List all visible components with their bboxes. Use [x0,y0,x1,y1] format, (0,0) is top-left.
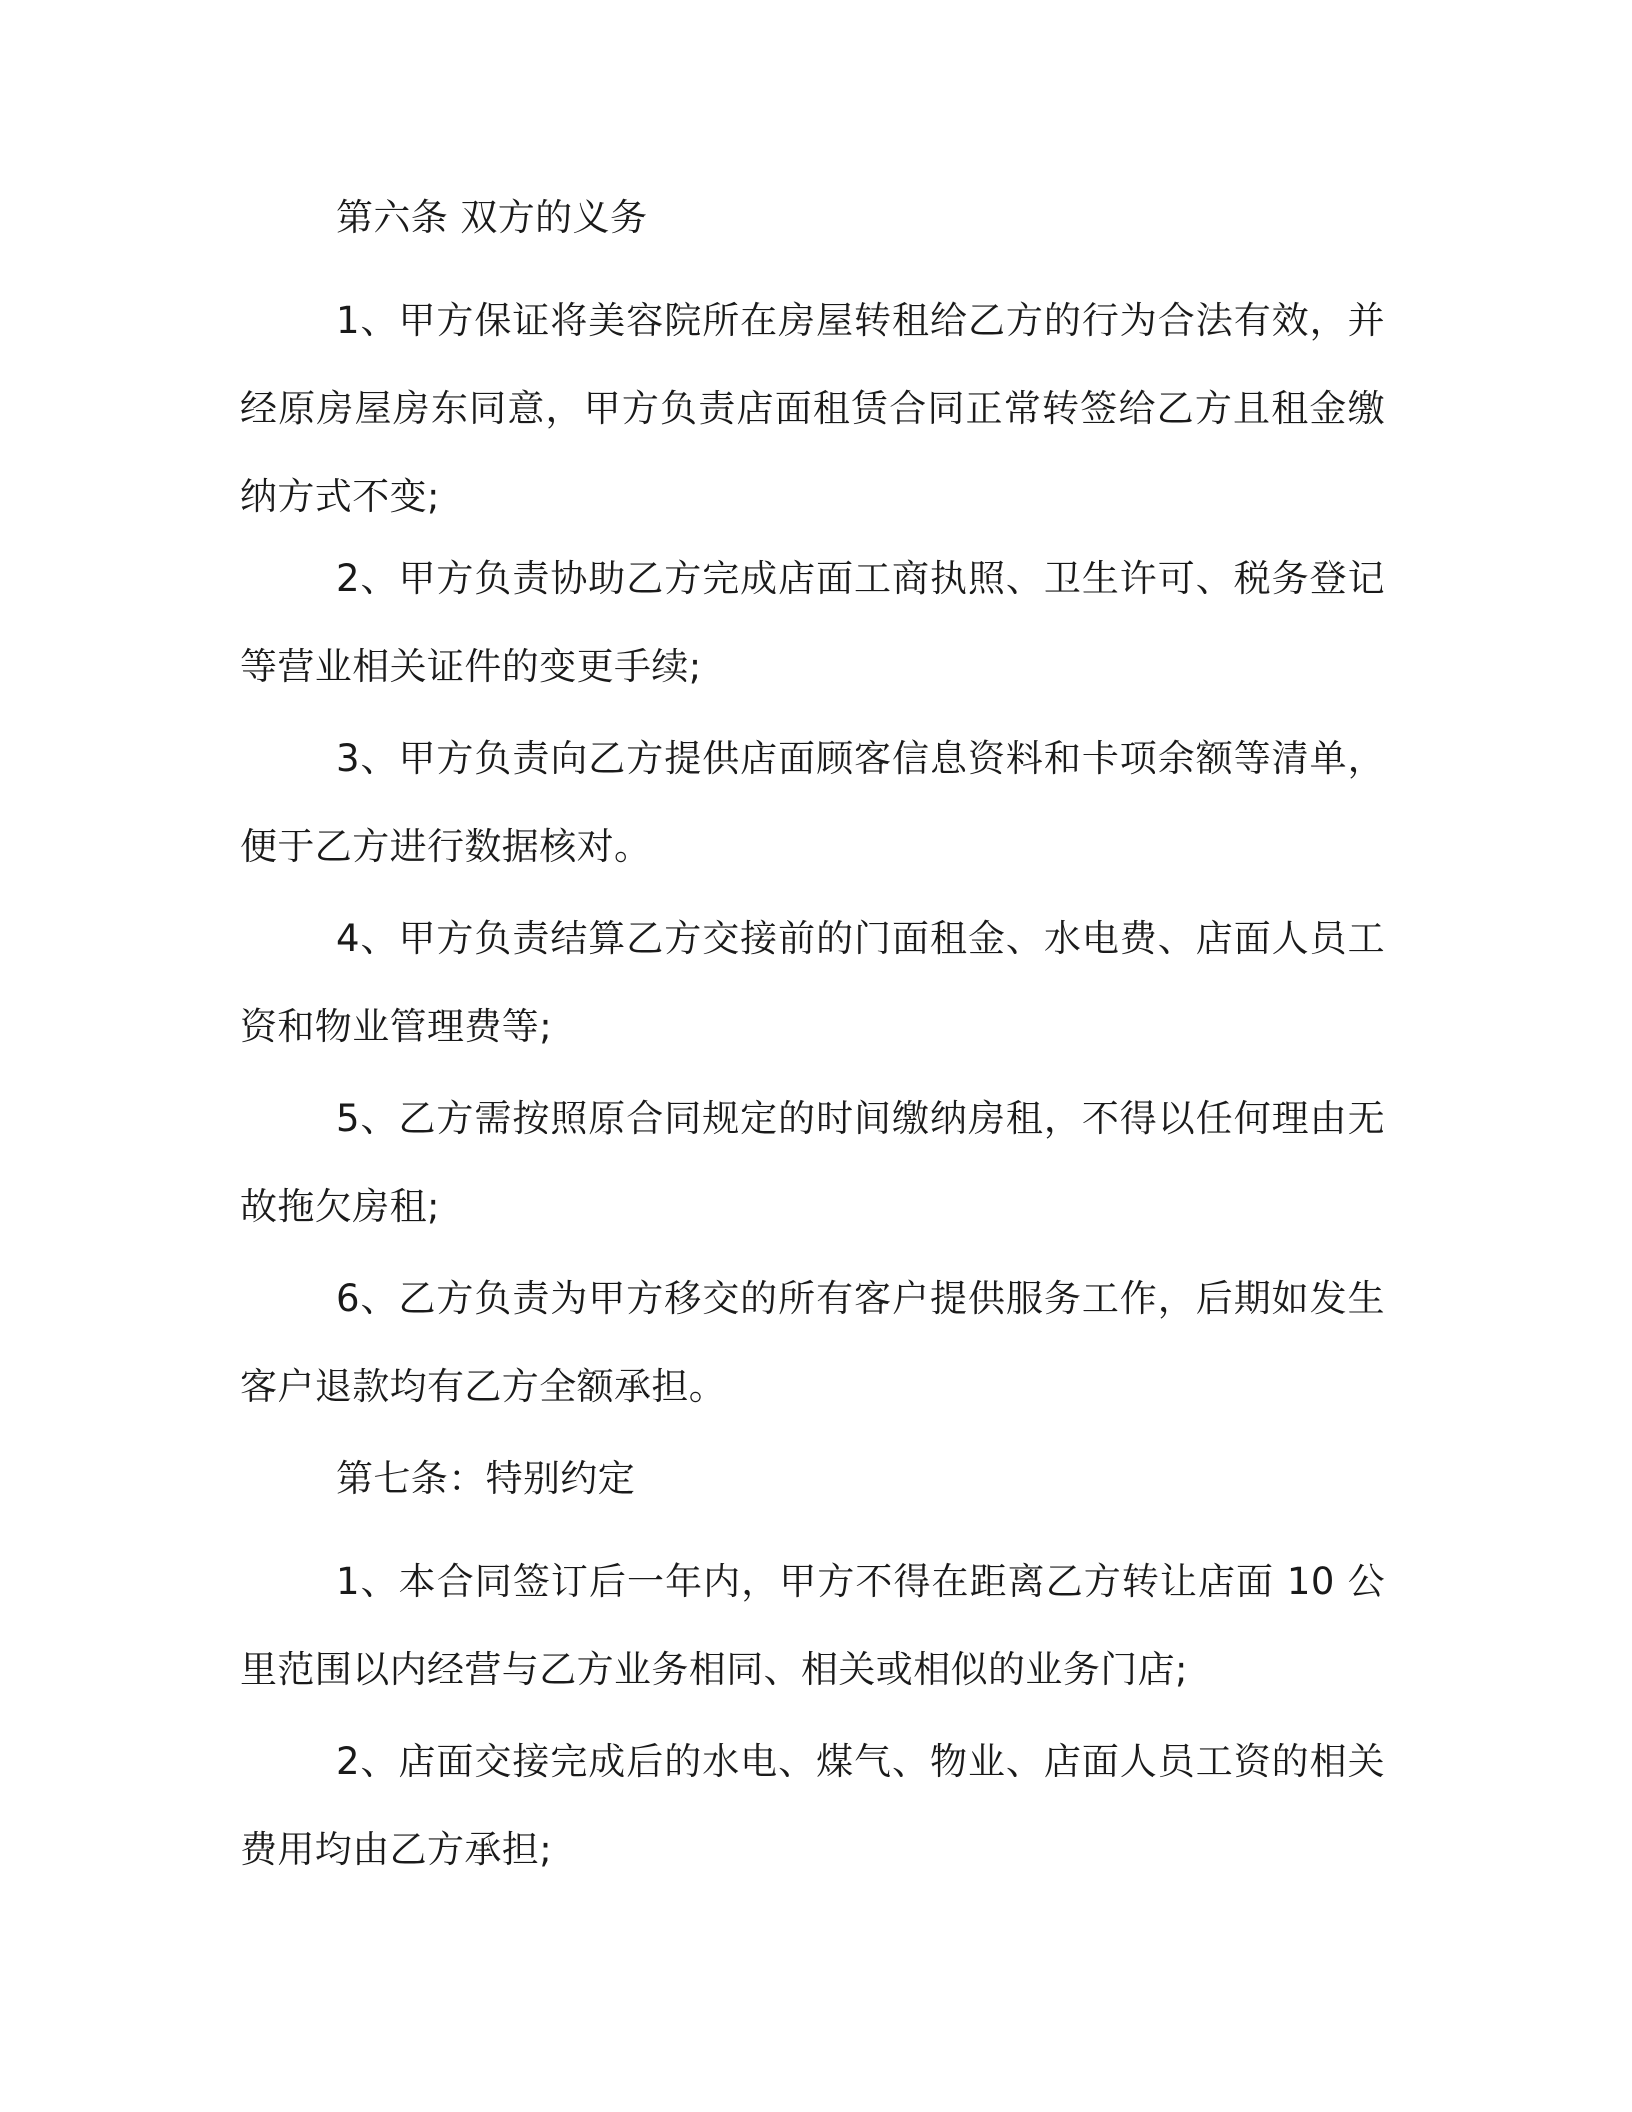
article-6-item-5 [240,1075,1385,1251]
article-6-item-1 [240,277,1385,541]
article-6-heading [240,174,1385,262]
article-6-item-2 [240,535,1385,711]
clause-paragraph: 1、甲方保证将美容院所在房屋转租给乙方的行为合法有效，并经原房屋房东同意，甲方负责店面租赁合同正常转签给乙方且租金缴纳方式不变; [240,299,1385,518]
clause-paragraph: 3、甲方负责向乙方提供店面顾客信息资料和卡项余额等清单，便于乙方进行数据核对。 [240,737,1385,868]
clause-paragraph: 5、乙方需按照原合同规定的时间缴纳房租，不得以任何理由无故拖欠房租; [240,1097,1385,1228]
clause-paragraph: 4、甲方负责结算乙方交接前的门面租金、水电费、店面人员工资和物业管理费等; [240,917,1385,1048]
clause-paragraph: 2、店面交接完成后的水电、煤气、物业、店面人员工资的相关费用均由乙方承担; [240,1740,1385,1871]
clause-paragraph: 6、乙方负责为甲方移交的所有客户提供服务工作，后期如发生客户退款均有乙方全额承担。 [240,1277,1385,1408]
section-heading: 第七条：特别约定 [336,1457,636,1500]
section-heading: 第六条 双方的义务 [336,196,648,239]
article-7-item-1 [240,1538,1385,1714]
clause-paragraph: 2、甲方负责协助乙方完成店面工商执照、卫生许可、税务登记等营业相关证件的变更手续; [240,557,1385,688]
article-7-item-2 [240,1718,1385,1894]
article-6-item-4 [240,895,1385,1071]
article-6-item-3 [240,715,1385,891]
article-7-heading [240,1435,1385,1523]
clause-paragraph: 1、本合同签订后一年内，甲方不得在距离乙方转让店面 10 公里范围以内经营与乙方业务相同、相关或相似的业务门店; [240,1560,1385,1691]
article-6-item-6 [240,1255,1385,1431]
